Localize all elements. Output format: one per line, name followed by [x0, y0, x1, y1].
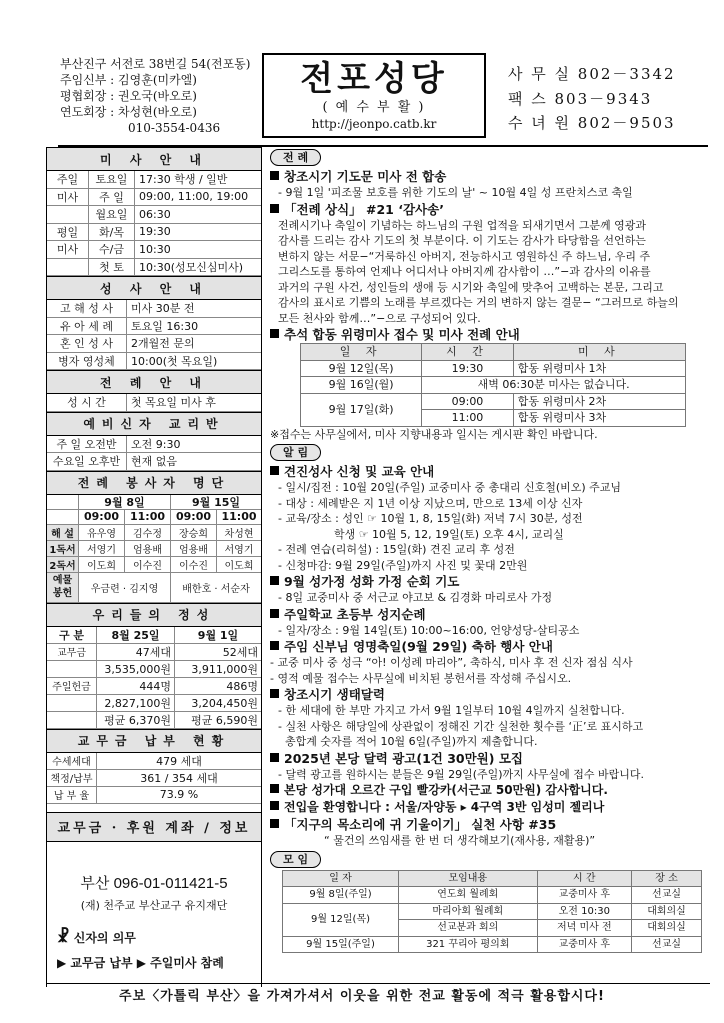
offering-value: 486명: [226, 679, 258, 693]
meeting-tag: 모 임: [270, 851, 321, 868]
news-item: [270, 326, 710, 343]
catechumen-row: [47, 436, 261, 454]
server-role: 1독서: [47, 541, 79, 556]
server-name: 이수진: [125, 557, 171, 572]
server-name: 차성현: [224, 528, 254, 540]
offering-label: 주일헌금: [47, 678, 97, 694]
item-body: 모든 천사와 함께…”−으로 구성되어 있다.: [278, 311, 481, 325]
chi-rho-icon: ☧: [57, 926, 70, 946]
cell-date: 9월 12일(목): [301, 360, 422, 377]
bullet-square-icon: [270, 801, 279, 810]
news-item: [270, 573, 710, 590]
website-link[interactable]: http://jeonpo.catb.kr: [311, 117, 437, 131]
offering-value: 444명: [97, 678, 175, 694]
time-header: 11:00: [125, 510, 171, 524]
item-title: 「지구의 목소리에 귀 기울이기」 실천 사항 #35: [284, 817, 557, 832]
offering-label: [47, 661, 97, 677]
catechumen-row: [47, 453, 261, 471]
item-body: - 대상 : 세례받은 지 1년 이상 지났으며, 만으로 13세 이상 신자: [278, 496, 583, 510]
mass-row-day: 월요일: [89, 206, 135, 223]
dues-label: 수세세대: [47, 753, 97, 769]
item-body: - 9월 1일 '피조물 보호를 위한 기도의 날' ~ 10월 4일 성 프란치스코 축일: [278, 186, 633, 199]
mass-row-time: 06:30: [139, 207, 171, 221]
fax-number: 팩 스 803－9343: [508, 89, 653, 108]
cell-place: 대회의실: [632, 920, 702, 937]
rite-row: [47, 394, 261, 412]
mass-row: [47, 224, 261, 242]
offering-value: 평균 6,590원: [191, 713, 258, 727]
news-item: [270, 782, 710, 799]
bullet-square-icon: [270, 576, 279, 585]
cell-date: 9월 17일(화): [301, 393, 422, 426]
duty-title: 신자의 의무: [73, 930, 136, 945]
server-name: 엄용배: [171, 541, 217, 556]
server-name: 이수진: [171, 557, 217, 572]
sacrament-name: 고 해 성 사: [47, 300, 127, 317]
item-title: 추석 합동 위령미사 접수 및 미사 전례 안내: [284, 327, 520, 342]
rite-guide-title: 전 례 안 내: [47, 370, 261, 394]
server-role: 2독서: [47, 557, 79, 572]
class-time: 현재 없음: [131, 455, 178, 469]
table-row: [283, 936, 702, 953]
address: 부산진구 서전로 38번길 54(전포동): [60, 57, 251, 71]
mass-row-day: 첫 토: [89, 259, 135, 276]
server-name: 유우영: [79, 525, 125, 540]
item-title: 창조시기 기도문 미사 전 합송: [284, 169, 447, 184]
cell-time: 09:00: [422, 393, 514, 410]
chuseok-note: ※접수는 사무실에서, 미사 지향내용과 일시는 게시판 확인 바랍니다.: [270, 427, 598, 441]
parish-info: [60, 56, 264, 136]
server-role: 예물봉헌: [47, 573, 79, 602]
item-body: 과거의 구원 사건, 성인들의 생애 등 시기와 축일에 맞추어 고백하는 본문, 그리고: [278, 280, 664, 294]
server-name: 김수정: [125, 525, 171, 540]
meeting-table: [282, 870, 702, 954]
sacrament-time: 미사 30분 전: [131, 302, 195, 316]
item-body: - 달력 광고를 원하시는 분들은 9월 29일(주일)까지 사무실에 접수 바랍니다.: [278, 767, 645, 781]
table-header: 모임내용: [399, 870, 538, 887]
item-body: - 신청마감: 9월 29일(주일)까지 사진 및 꽃대 2만원: [278, 558, 528, 572]
item-body: - 한 세대에 한 부만 가지고 가서 9월 1일부터 10월 4일까지 실천합니다.: [278, 704, 625, 717]
cell-place: 대회의실: [632, 903, 702, 920]
offering-head: 9월 1일: [197, 628, 239, 642]
offering-value: 평균 6,370원: [97, 712, 175, 728]
cell-mass: 합동 위령미사 3차: [513, 410, 685, 427]
offering-label: [47, 695, 97, 711]
table-header: 일 자: [301, 344, 422, 361]
mass-row-time: 10:30(성모신심미사): [139, 260, 244, 274]
servers-times-row: [47, 510, 261, 525]
offering-row: [47, 695, 261, 712]
council-president: 평협회장 : 권오국(바오로): [60, 89, 197, 103]
offering-row: [47, 661, 261, 678]
liturgy-tag: 전 례: [270, 149, 321, 166]
item-title: 창조시기 생태달력: [284, 687, 385, 702]
cell-content: 연도회 월례회: [399, 887, 538, 904]
table-row: [283, 887, 702, 904]
account-title: 교무금 · 후원 계좌 / 정보: [47, 812, 261, 842]
cell-time: 저녁 미사 전: [537, 920, 632, 937]
item-body: 변하지 않는 서문−“거룩하신 아버지, 전능하시고 영원하신 주 하느님, 우리 주: [278, 249, 651, 263]
class-time: 오전 9:30: [131, 437, 181, 451]
server-role: 해 설: [47, 525, 79, 540]
cell-date: 9월 16일(월): [301, 377, 422, 394]
item-body: 학생 ☞ 10월 5, 12, 19일(토) 오후 4시, 교리실: [278, 527, 564, 541]
sacrament-name: 혼 인 성 사: [47, 335, 127, 352]
mass-guide-title: 미 사 안 내: [47, 147, 261, 171]
date-header: 9월 8일: [79, 495, 171, 509]
server-row: [47, 525, 261, 541]
sacrament-name: 유 아 세 례: [47, 318, 127, 335]
title-box: [262, 53, 486, 138]
item-body: 감사의 표시로 기쁨의 노래를 부르겠다는 거의 변하지 않는 결문− “그러므로 하늘의: [278, 296, 679, 309]
bullet-square-icon: [270, 784, 279, 793]
cell-time: 교중미사 후: [537, 936, 632, 953]
right-column: [270, 147, 710, 953]
offering-value: 52세대: [222, 645, 258, 659]
news-item: [270, 799, 710, 816]
time-header: 09:00: [171, 510, 217, 524]
cell-time: 교중미사 후: [537, 887, 632, 904]
mass-row-time: 17:30 학생 / 일반: [139, 173, 228, 187]
item-body: 그리스도를 통하여 언제나 어디서나 아버지께 감사함이 …”−과 감사의 이유를: [278, 265, 651, 278]
dues-row: [47, 770, 261, 787]
class-name: 주 일 오전반: [47, 436, 127, 453]
cell-content: 321 꾸리아 평의회: [399, 936, 538, 953]
dues-label: 납 부 율: [47, 787, 97, 803]
bullet-square-icon: [270, 171, 279, 180]
bullet-square-icon: [270, 466, 279, 475]
offering-row: [47, 712, 261, 729]
catechumen-title: 예비신자 교리반: [47, 412, 261, 436]
sacrament-time: 토요일 16:30: [131, 319, 199, 333]
sacrament-guide-title: 성 사 안 내: [47, 276, 261, 300]
cell-place: 선교실: [632, 887, 702, 904]
dues-row: [47, 753, 261, 770]
yeondo-president: 연도회장 : 차성현(바오로): [60, 105, 197, 119]
cell-time: 11:00: [422, 410, 514, 427]
mass-row: [47, 206, 261, 224]
item-body: - 교중 미사 중 성극 “아! 이성례 마리아”, 축하식, 미사 후 전 신자 점심 식사: [270, 656, 633, 669]
table-row: [301, 377, 686, 394]
mass-row: [47, 241, 261, 259]
news-item: [270, 750, 710, 767]
table-header: 장 소: [632, 870, 702, 887]
table-header: 미 사: [513, 344, 685, 361]
server-name: 우금련 · 김지영: [79, 573, 171, 602]
item-title: 「전례 상식」 #21 ‘감사송’: [284, 201, 444, 217]
item-body: 전례시기나 축일이 기념하는 하느님의 구원 업적을 되새기면서 그분께 영광과: [278, 218, 647, 232]
server-row: [47, 573, 261, 603]
rite-name: 성 시 간: [47, 394, 127, 411]
server-name: 배한호 · 서순자: [182, 583, 250, 595]
offering-head: 8월 25일: [97, 627, 175, 643]
account-holder: (재) 천주교 부산교구 유지재단: [80, 898, 228, 912]
bullet-square-icon: [270, 641, 279, 650]
table-header: 시 간: [537, 870, 632, 887]
news-item: [270, 606, 710, 623]
mass-row-day: 주 일: [89, 189, 135, 206]
sacrament-time: 10:00(첫 목요일): [131, 354, 218, 368]
offering-label: 교무금: [47, 644, 97, 660]
cell-place: 선교실: [632, 936, 702, 953]
mass-row-day: 수/금: [89, 241, 135, 258]
bullet-square-icon: [270, 609, 279, 618]
left-column: [46, 147, 262, 987]
time-header: 11:00: [221, 510, 257, 523]
item-body: “ 물건의 쓰임새를 한 번 더 생각해보기(재사용, 재활용)”: [324, 834, 596, 847]
chuseok-table: [300, 343, 686, 427]
news-item: [270, 816, 710, 833]
cell-content: 선교분과 회의: [399, 920, 538, 937]
item-body: 감사를 드리는 감사 기도의 첫 부분이다. 이 기도는 감사가 타당함을 선언하는: [278, 234, 646, 247]
item-body: - 교육/장소 : 성인 ☞ 10월 1, 8, 15일(화) 저녁 7시 30분, 성전: [278, 512, 583, 525]
offering-value: 3,911,000원: [191, 662, 258, 676]
item-title: 전입을 환영합니다 : 서울/자양동 ▸ 4구역 3반 임성미 젤리나: [284, 800, 605, 814]
item-body: - 일자/장소 : 9월 14일(토) 10:00~16:00, 언양성당-살티공소: [278, 623, 580, 637]
dues-value: 361 / 354 세대: [140, 771, 218, 785]
servers-dates-row: [47, 495, 261, 510]
duty-items: ▶ 교무금 납부 ▶ 주일미사 참례: [57, 955, 224, 970]
item-title: 본당 성가대 오르간 구입 빨강카(서근교 50만원) 감사합니다.: [284, 783, 608, 797]
mass-row-time: 09:00, 11:00, 19:00: [139, 190, 249, 204]
mass-row: [47, 189, 261, 207]
offering-label: [47, 712, 97, 728]
cell-mass: 합동 위령미사 1차: [513, 360, 685, 377]
table-header: 시 간: [422, 344, 514, 361]
dues-value: 73.9 %: [159, 788, 199, 801]
mass-row-day: 토요일: [89, 171, 135, 188]
mass-row-group: 평일: [47, 224, 89, 241]
server-name: 서영기: [79, 541, 125, 556]
parish-title: 전포성당: [300, 59, 448, 99]
mass-row-day: 화/목: [89, 224, 135, 241]
item-title: 9월 성가정 성화 가정 순회 기도: [284, 574, 460, 589]
bullet-square-icon: [270, 819, 279, 828]
sacrament-time: 2개월전 문의: [131, 337, 195, 351]
rite-time: 첫 목요일 미사 후: [131, 396, 216, 410]
bullet-square-icon: [270, 689, 279, 698]
news-item: [270, 201, 710, 218]
notice-tag: 알 림: [270, 444, 321, 461]
sacrament-row: [47, 353, 261, 371]
server-name: 장승희: [171, 525, 217, 540]
convent-phone: 수 녀 원 802－9503: [508, 114, 676, 132]
footer-slogan: 주보〈가톨릭 부산〉을 가져가셔서 이웃을 위한 전교 활동에 적극 활용합시다!: [119, 989, 605, 1004]
server-name: 이도희: [79, 557, 125, 572]
class-name: 수요일 오후반: [47, 453, 127, 470]
offering-row: [47, 678, 261, 695]
server-name: 서영기: [224, 544, 254, 556]
time-header: 09:00: [79, 510, 125, 524]
item-title: 주임 신부님 영명축일(9월 29일) 축하 행사 안내: [284, 639, 553, 654]
sacrament-name: 병자 영성체: [47, 353, 127, 370]
offering-head: 구 분: [47, 627, 97, 643]
cell-content: 마리아회 월례회: [399, 903, 538, 920]
bullet-square-icon: [270, 753, 279, 762]
mass-row-time: 10:30: [139, 242, 171, 256]
sacrament-row: [47, 318, 261, 336]
offering-value: 3,204,450원: [191, 696, 258, 710]
item-body: - 실천 사항은 해당일에 상관없이 정해진 기간 실천한 횟수를 ‘正’로 표시하고: [278, 719, 644, 733]
date-header: 9월 15일: [191, 495, 241, 509]
bullet-square-icon: [270, 204, 279, 213]
item-body: - 전례 연습(리허설) : 15일(화) 견진 교리 후 성전: [278, 543, 515, 556]
cell-mass: 새벽 06:30분 미사는 없습니다.: [422, 377, 686, 394]
item-title: 2025년 본당 달력 광고(1건 30만원) 모집: [284, 750, 523, 766]
servers-title: 전례 봉사자 명단: [47, 471, 261, 495]
sacrament-row: [47, 300, 261, 318]
news-item: [270, 638, 710, 655]
mass-row-group: 미사: [47, 189, 89, 206]
cell-date: 9월 12일(목): [283, 903, 399, 936]
table-header: 일 자: [283, 870, 399, 887]
footer-divider: [46, 983, 710, 984]
cell-time: 19:30: [422, 360, 514, 377]
offering-head-row: [47, 627, 261, 644]
table-row: [283, 903, 702, 920]
server-name: 이도희: [224, 560, 254, 572]
mass-row: [47, 171, 261, 189]
offering-value: 47세대: [97, 644, 175, 660]
mass-row-group: [47, 206, 89, 223]
offering-title: 우리들의 정성: [47, 603, 261, 627]
server-name: 엄용배: [125, 541, 171, 556]
pastor: 주임신부 : 김영훈(미카엘): [60, 73, 197, 87]
phone: 010-3554-0436: [128, 121, 221, 135]
cell-date: 9월 8일(주일): [283, 887, 399, 904]
liturgical-season: ( 예 수 부 활 ): [322, 100, 426, 115]
dues-value: 479 세대: [156, 754, 202, 768]
news-item: [270, 463, 710, 480]
table-row: [301, 360, 686, 377]
offering-value: 3,535,000원: [97, 661, 175, 677]
item-body: 총합계 숫자를 적어 10월 6일(주일)까지 제출합니다.: [278, 735, 538, 748]
item-title: 주일학교 초등부 성지순례: [284, 606, 426, 622]
news-item: [270, 168, 710, 185]
cell-time: 오전 10:30: [537, 903, 632, 920]
item-body: - 일시/집전 : 10월 20일(주일) 교중미사 중 총대리 신호철(비오) 주교님: [278, 481, 622, 494]
item-title: 견진성사 신청 및 교육 안내: [284, 464, 435, 479]
table-row: [301, 393, 686, 410]
office-phone: 사 무 실 802－3342: [508, 65, 676, 83]
blank-cell: [47, 510, 79, 524]
news-item: [270, 686, 710, 703]
server-row: [47, 557, 261, 573]
bullet-square-icon: [270, 329, 279, 338]
offering-value: 2,827,100원: [97, 695, 175, 711]
dues-row: [47, 787, 261, 804]
mass-row-group: [47, 259, 89, 276]
dues-label: 책정/납부: [47, 770, 97, 786]
mass-row: [47, 259, 261, 277]
mass-row-group: 주일: [47, 171, 89, 188]
cell-date: 9월 15일(주일): [283, 936, 399, 953]
bank-account: 부산 096-01-011421-5: [80, 874, 228, 892]
item-body: - 영적 예물 접수는 사무실에 비치된 봉헌서를 작성해 주십시오.: [270, 671, 572, 685]
contact-numbers: [508, 62, 708, 136]
dues-title: 교무금 납부 현황: [47, 729, 261, 753]
blank-cell: [47, 495, 79, 509]
mass-row-group: 미사: [47, 241, 89, 258]
server-row: [47, 541, 261, 557]
item-body: - 8일 교중미사 중 서근교 야고보 & 김경화 마리로사 가정: [278, 591, 553, 604]
offering-row: [47, 644, 261, 661]
sacrament-row: [47, 335, 261, 353]
mass-row-time: 19:30: [139, 225, 171, 239]
cell-mass: 합동 위령미사 2차: [513, 393, 685, 410]
